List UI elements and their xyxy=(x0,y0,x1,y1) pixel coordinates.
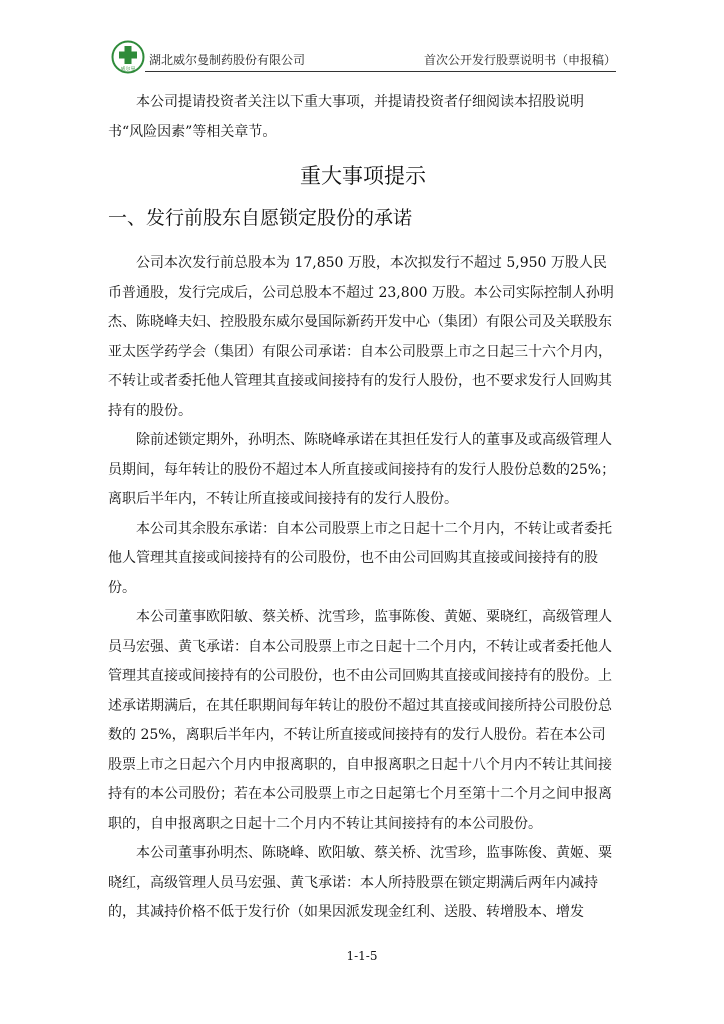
logo-text: 威尔曼 xyxy=(120,66,136,73)
body-paragraph: 公司本次发行前总股本为 17,850 万股，本次拟发行不超过 5,950 万股人民币普通股，发行完成后，公司总股本不超过 23,800 万股。本公司实际控制人孙明杰、陈晓峰夫妇、控股股东威尔曼国际新药开发中心（集团）有限公司及关联股东亚太医学药学会（集团）有限公司承诺：自本公司股票上市之日起三十六个月内，不转让或者委托他人管理其直接或间接持有的发行人股份，也不要求发行人回购其持有的股份。 xyxy=(108,255,614,419)
section-title: 一、发行前股东自愿锁定股份的承诺 xyxy=(108,207,413,229)
page-number: 1-1-5 xyxy=(346,949,378,963)
page-header xyxy=(111,40,616,76)
company-logo-icon xyxy=(111,40,145,74)
body-paragraph: 除前述锁定期外，孙明杰、陈晓峰承诺在其担任发行人的董事及或高级管理人员期间，每年转让的股份不超过本人所直接或间接持有的发行人股份总数的25%；离职后半年内，不转让所直接或间接持有的发行人股份。 xyxy=(108,432,616,507)
header-divider xyxy=(145,71,616,72)
body-paragraph: 本公司董事欧阳敏、蔡关桥、沈雪珍，监事陈俊、黄姬、粟晓红，高级管理人员马宏强、黄飞承诺：自本公司股票上市之日起十二个月内，不转让或者委托他人管理其直接或间接持有的公司股份，也不由公司回购其直接或间接持有的股份。上述承诺期满后，在其任职期间每年转让的股份不超过其直接或间接所持公司股份总数的 25%，离职后半年内，不转让所直接或间接持有的发行人股份。若在本公司股票上市之日起六个月内申报离职的，自申报离职之日起十八个月内不转让其间接持有的本公司股份；若在本公司股票上市之日起第七个月至第十二个月之间申报离职的，自申报离职之日起十二个月内不转让其间接持有的本公司股份。 xyxy=(108,609,612,832)
body-paragraph: 本公司其余股东承诺：自本公司股票上市之日起十二个月内，不转让或者委托他人管理其直接或间接持有的公司股份，也不由公司回购其直接或间接持有的股份。 xyxy=(108,520,612,596)
company-name: 湖北威尔曼制药股份有限公司 xyxy=(149,53,306,67)
page-body xyxy=(108,88,618,928)
intro-paragraph: 本公司提请投资者关注以下重大事项，并提请投资者仔细阅读本招股说明书“风险因素”等相关章节。 xyxy=(108,94,584,140)
document-title: 首次公开发行股票说明书（申报稿） xyxy=(423,53,616,67)
body-paragraph: 本公司董事孙明杰、陈晓峰、欧阳敏、蔡关桥、沈雪珍，监事陈俊、黄姬、粟晓红，高级管理人员马宏强、黄飞承诺：本人所持股票在锁定期满后两年内减持的，其减持价格不低于发行价（如果因派发现金红利、送股、转增股本、增发 xyxy=(108,845,612,920)
main-title: 重大事项提示 xyxy=(300,164,426,188)
